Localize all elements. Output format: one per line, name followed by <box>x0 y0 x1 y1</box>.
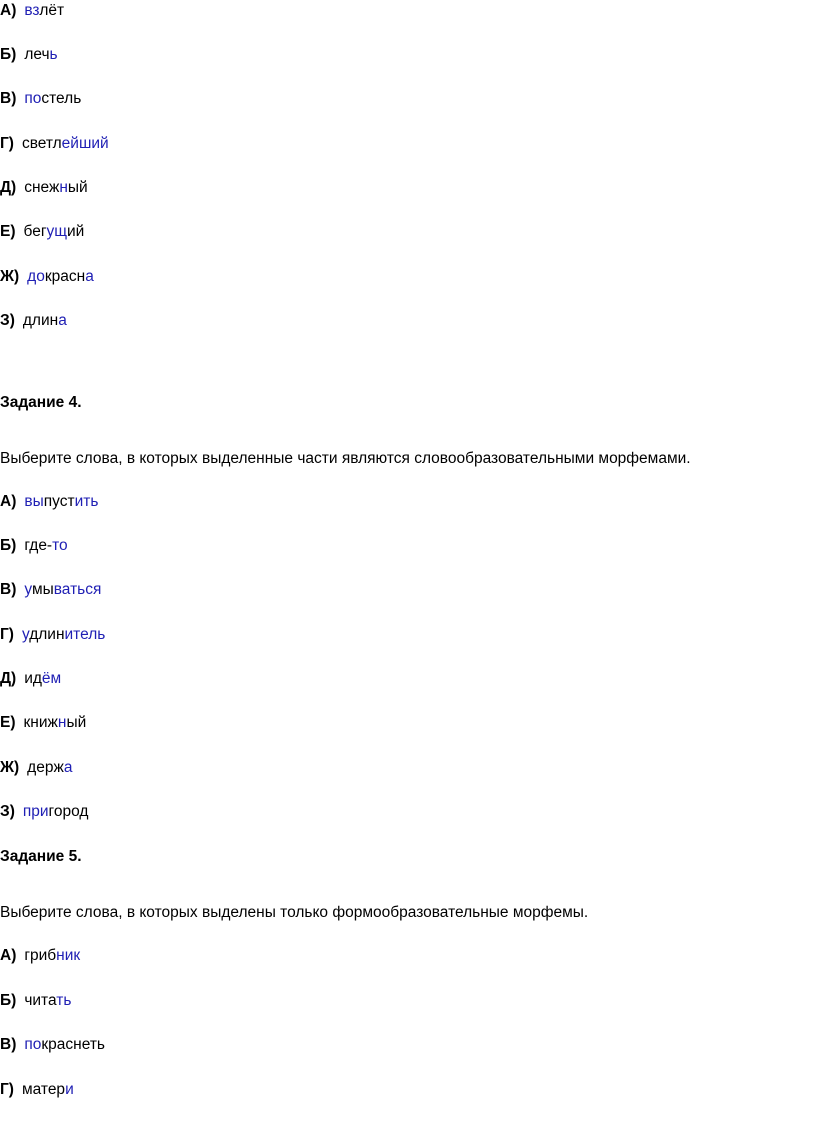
option-label: Б) <box>0 992 17 1009</box>
word-part: длин <box>22 312 59 329</box>
highlighted-morpheme: н <box>59 179 68 196</box>
option-label: В) <box>0 90 17 107</box>
option-word <box>24 670 61 687</box>
option-word <box>24 992 71 1009</box>
option-word <box>22 1081 74 1098</box>
word-part: ид <box>24 670 42 687</box>
highlighted-morpheme: ть <box>56 992 72 1009</box>
option-row <box>0 311 67 331</box>
option-word <box>22 135 109 152</box>
option-row <box>0 1035 105 1055</box>
option-label: В) <box>0 581 17 598</box>
word-part: бег <box>23 223 47 240</box>
option-row <box>0 222 84 242</box>
option-label: Ж) <box>0 759 20 776</box>
option-word <box>22 626 105 643</box>
option-label: Г) <box>0 626 14 643</box>
option-word <box>27 759 72 776</box>
highlighted-morpheme: а <box>85 268 94 285</box>
word-part: красн <box>44 268 86 285</box>
option-label: З) <box>0 312 15 329</box>
word-part: краснеть <box>41 1036 105 1053</box>
word-part: книж <box>23 714 58 731</box>
highlighted-morpheme: у <box>21 626 30 643</box>
task-4-question: Выберите слова, в которых выделенные части являются словообразовательными морфемами. <box>0 450 691 467</box>
highlighted-morpheme: ущ <box>46 223 67 240</box>
option-label: Г) <box>0 1081 14 1098</box>
task-4-heading: Задание 4. <box>0 394 82 411</box>
option-row <box>0 178 88 198</box>
option-word <box>24 714 87 731</box>
highlighted-morpheme: вз <box>24 2 40 19</box>
highlighted-morpheme: вы <box>24 493 44 510</box>
option-label: А) <box>0 2 17 19</box>
option-label: Г) <box>0 135 14 152</box>
word-part: светл <box>21 135 62 152</box>
word-part: ый <box>66 714 87 731</box>
word-part: пуст <box>43 493 75 510</box>
option-row <box>0 89 81 109</box>
option-row <box>0 1080 74 1100</box>
word-part: длин <box>29 626 65 643</box>
task-5-heading: Задание 5. <box>0 848 82 865</box>
option-row <box>0 134 109 154</box>
option-row <box>0 669 61 689</box>
highlighted-morpheme: ейший <box>61 135 109 152</box>
word-part: гриб <box>24 947 57 964</box>
option-label: Е) <box>0 223 16 240</box>
option-word <box>24 223 85 240</box>
highlighted-morpheme: ь <box>49 46 58 63</box>
option-label: А) <box>0 493 17 510</box>
highlighted-morpheme: по <box>24 90 42 107</box>
option-row <box>0 1 64 21</box>
highlighted-morpheme: по <box>24 1036 42 1053</box>
option-row <box>0 625 105 645</box>
option-word <box>24 581 101 598</box>
word-part: город <box>48 803 89 820</box>
option-label: Ж) <box>0 268 20 285</box>
option-word <box>23 803 89 820</box>
option-row <box>0 713 86 733</box>
word-part: лёт <box>39 2 65 19</box>
option-word <box>24 1036 105 1053</box>
word-part: держ <box>27 759 64 776</box>
word-part: ый <box>67 179 88 196</box>
option-label: В) <box>0 1036 17 1053</box>
highlighted-morpheme: и <box>65 1081 74 1098</box>
option-label: Д) <box>0 179 17 196</box>
highlighted-morpheme: при <box>22 803 49 820</box>
option-label: Б) <box>0 537 17 554</box>
option-label: Е) <box>0 714 16 731</box>
option-word <box>24 46 57 63</box>
option-label: Б) <box>0 46 17 63</box>
highlighted-morpheme: ваться <box>53 581 102 598</box>
option-row <box>0 758 72 778</box>
option-word <box>24 493 98 510</box>
word-part: леч <box>24 46 50 63</box>
option-row <box>0 946 80 966</box>
option-word <box>24 179 88 196</box>
option-word <box>24 90 81 107</box>
option-row <box>0 580 101 600</box>
highlighted-morpheme: ём <box>41 670 62 687</box>
highlighted-morpheme: до <box>27 268 45 285</box>
highlighted-morpheme: у <box>24 581 32 598</box>
word-part: где- <box>24 537 53 554</box>
word-part: стель <box>41 90 82 107</box>
option-word <box>23 312 67 329</box>
highlighted-morpheme: то <box>52 537 68 554</box>
option-word <box>24 2 64 19</box>
word-part: матер <box>21 1081 66 1098</box>
word-part: чита <box>24 992 57 1009</box>
highlighted-morpheme: н <box>57 714 67 731</box>
option-label: А) <box>0 947 17 964</box>
option-row <box>0 492 98 512</box>
option-row <box>0 536 68 556</box>
option-label: Д) <box>0 670 17 687</box>
option-row <box>0 267 94 287</box>
word-part: ий <box>67 223 85 240</box>
highlighted-morpheme: а <box>63 759 73 776</box>
option-word <box>24 537 67 554</box>
highlighted-morpheme: ить <box>74 493 99 510</box>
option-word <box>27 268 94 285</box>
word-part: снеж <box>24 179 60 196</box>
word-part: мы <box>31 581 54 598</box>
option-label: З) <box>0 803 15 820</box>
option-row <box>0 802 88 822</box>
option-row <box>0 991 71 1011</box>
option-row <box>0 45 58 65</box>
highlighted-morpheme: итель <box>64 626 106 643</box>
option-word <box>24 947 80 964</box>
highlighted-morpheme: а <box>58 312 67 329</box>
task-5-question: Выберите слова, в которых выделены только формообразовательные морфемы. <box>0 904 589 921</box>
highlighted-morpheme: ник <box>56 947 81 964</box>
